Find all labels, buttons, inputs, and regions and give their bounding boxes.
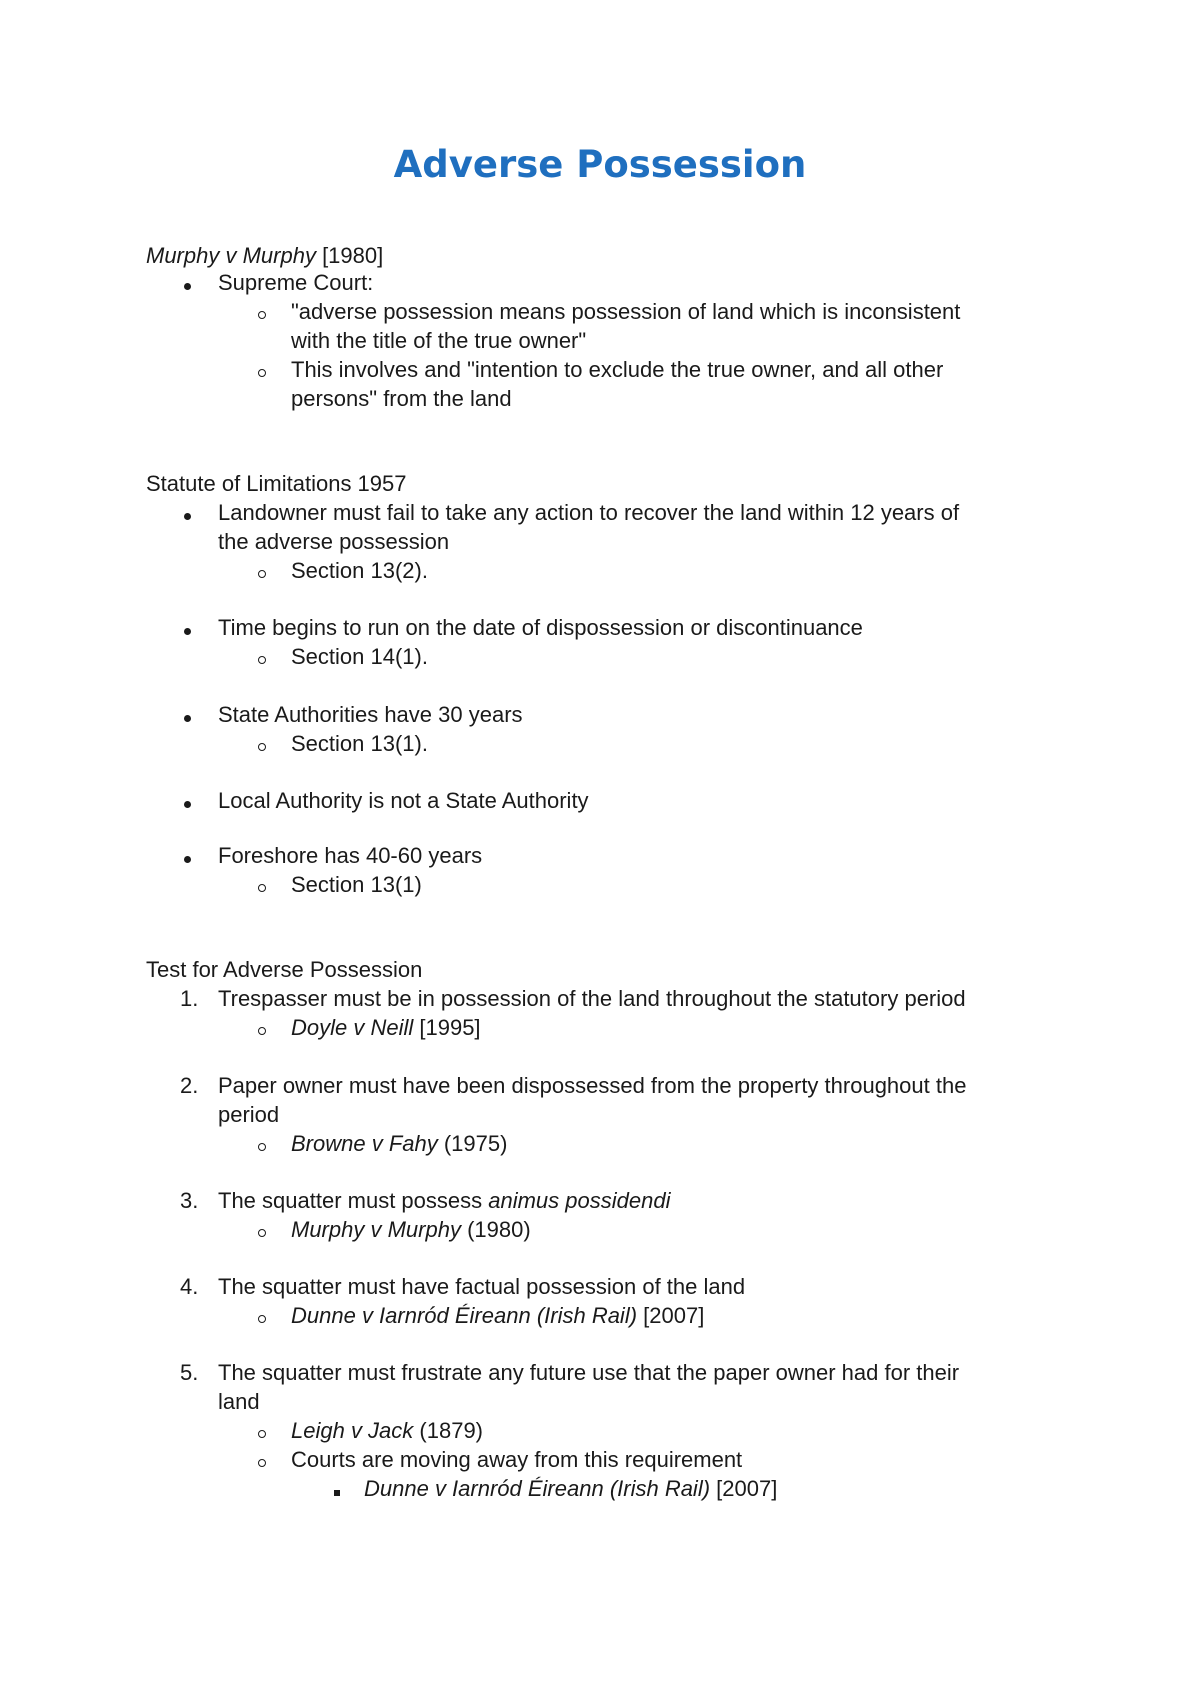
sub-bullet-item: Section 14(1). (291, 644, 428, 669)
latin-term: animus possidendi (488, 1188, 671, 1213)
case-year: [2007] (710, 1476, 778, 1501)
sub-bullet-item (291, 1301, 704, 1330)
numbered-item (218, 1186, 670, 1215)
sub-bullet-icon (258, 729, 266, 758)
case-name: Dunne v Iarnród Éireann (Irish Rail) (364, 1476, 711, 1501)
sub-bullet-item-continued: persons" from the land (291, 386, 512, 411)
numbered-item-continued: period (218, 1102, 280, 1127)
sub-bullet-item (291, 1215, 531, 1244)
bullet-item: Local Authority is not a State Authority (218, 788, 589, 813)
bullet-item-continued: the adverse possession (218, 529, 450, 554)
case-year: (1975) (437, 1131, 508, 1156)
sub-bullet-item: "adverse possession means possession of land which is inconsistent (291, 299, 961, 324)
numbered-item: Paper owner must have been dispossessed from the property throughout the (218, 1073, 967, 1098)
bullet-item: Time begins to run on the date of dispossession or discontinuance (218, 615, 863, 640)
case-name: Murphy v Murphy (291, 1217, 461, 1242)
sub-bullet-item (291, 1416, 483, 1445)
case-year: (1879) (413, 1418, 484, 1443)
sub-bullet-icon (258, 556, 266, 585)
list-number: 1. (180, 986, 199, 1011)
sub-bullet-item (291, 1013, 481, 1042)
case-name: Leigh v Jack (291, 1418, 414, 1443)
case-year: (1980) (460, 1217, 531, 1242)
sub-bullet-icon (258, 297, 266, 326)
section-heading-test: Test for Adverse Possession (146, 957, 423, 982)
sub-bullet-icon (258, 642, 266, 671)
sub-bullet-icon (258, 355, 266, 384)
sub-bullet-icon (258, 1215, 266, 1244)
sub-bullet-icon (258, 1129, 266, 1158)
square-bullet-icon (334, 1474, 340, 1503)
sub-bullet-item: Section 13(2). (291, 558, 428, 583)
case-name: Dunne v Iarnród Éireann (Irish Rail) (291, 1303, 638, 1328)
list-number: 2. (180, 1073, 199, 1098)
document-title: Adverse Possession (393, 143, 807, 186)
bullet-icon (184, 268, 191, 297)
sub-bullet-item: This involves and "intention to exclude the true owner, and all other (291, 357, 944, 382)
case-name: Murphy v Murphy (146, 243, 316, 268)
sub-bullet-item: Courts are moving away from this requirement (291, 1447, 743, 1472)
sub-bullet-icon (258, 870, 266, 899)
bullet-item: Landowner must fail to take any action to recover the land within 12 years of (218, 500, 960, 525)
bullet-item: Foreshore has 40-60 years (218, 843, 483, 868)
list-number: 3. (180, 1188, 199, 1213)
sub-bullet-item: Section 13(1) (291, 872, 422, 897)
bullet-icon (184, 700, 191, 729)
sub-bullet-item-continued: with the title of the true owner" (291, 328, 587, 353)
case-year: [1995] (413, 1015, 481, 1040)
numbered-item: Trespasser must be in possession of the land throughout the statutory period (218, 986, 966, 1011)
bullet-icon (184, 786, 191, 815)
sub-bullet-item: Section 13(1). (291, 731, 428, 756)
sub-bullet-icon (258, 1301, 266, 1330)
bullet-icon (184, 841, 191, 870)
sub-sub-bullet-item (364, 1474, 777, 1503)
case-name: Doyle v Neill (291, 1015, 414, 1040)
bullet-item: Supreme Court: (218, 270, 374, 295)
sub-bullet-icon (258, 1013, 266, 1042)
sub-bullet-icon (258, 1416, 266, 1445)
numbered-item: The squatter must have factual possession of the land (218, 1274, 746, 1299)
section-heading-statute: Statute of Limitations 1957 (146, 471, 407, 496)
list-number: 4. (180, 1274, 199, 1299)
numbered-item: The squatter must frustrate any future use that the paper owner had for their (218, 1360, 960, 1385)
case-year: [1980] (315, 243, 384, 268)
bullet-item: State Authorities have 30 years (218, 702, 523, 727)
bullet-icon (184, 613, 191, 642)
case-name: Browne v Fahy (291, 1131, 438, 1156)
bullet-icon (184, 498, 191, 527)
list-number: 5. (180, 1360, 199, 1385)
section-heading-murphy (146, 241, 383, 270)
numbered-item-continued: land (218, 1389, 260, 1414)
sub-bullet-item (291, 1129, 507, 1158)
sub-bullet-icon (258, 1445, 266, 1474)
item-text: The squatter must possess (218, 1188, 489, 1213)
case-year: [2007] (637, 1303, 705, 1328)
